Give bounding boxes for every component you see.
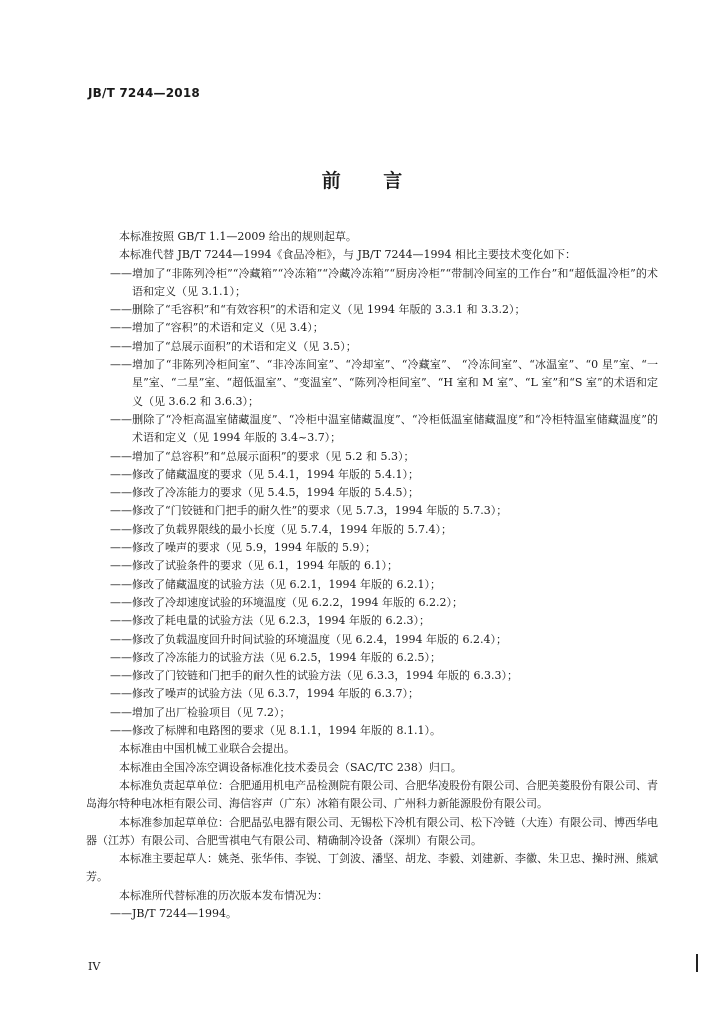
- change-item: ——增加了“容积”的术语和定义（见 3.4）；: [110, 321, 324, 335]
- change-item: ——增加了“总展示面积”的术语和定义（见 3.5）；: [110, 339, 357, 353]
- change-item: ——修改了储藏温度的要求（见 5.4.1，1994 年版的 5.4.1）；: [110, 467, 419, 481]
- replacement-paragraph: 本标准代替 JB/T 7244—1994《食品冷柜》，与 JB/T 7244—1994 相比主要技术变化如下：: [119, 248, 577, 262]
- change-item: ——修改了负载温度回升时间试验的环境温度（见 6.2.4，1994 年版的 6.2.4）；: [110, 632, 507, 646]
- change-item: ——增加了“非陈列冷柜间室”、“非冷冻间室”、“冷却室”、“冷藏室”、 “冷冻间室”、“冰温室”、“0 星”室、“一星”室、“二星”室、“超低温室”、“变温室”、“陈列冷柜间室”、“H 室和 M 室”、“L 室”和“S 室”的术语和定义（见 3.6.2 和 3.6.3）；: [110, 358, 658, 408]
- foreword-body: [86, 228, 658, 923]
- change-item: ——修改了门铰链和门把手的耐久性的试验方法（见 6.3.3，1994 年版的 6.3.3）；: [110, 669, 518, 683]
- change-item: ——修改了噪声的试验方法（见 6.3.7，1994 年版的 6.3.7）；: [110, 687, 419, 701]
- change-item: ——修改了冷冻能力的试验方法（见 6.2.5，1994 年版的 6.2.5）；: [110, 650, 441, 664]
- change-item: ——修改了冷冻能力的要求（见 5.4.5，1994 年版的 5.4.5）；: [110, 486, 419, 500]
- change-item: ——修改了冷却速度试验的环境温度（见 6.2.2，1994 年版的 6.2.2）；: [110, 595, 463, 609]
- participating-units-paragraph: 本标准参加起草单位：合肥晶弘电器有限公司、无锡松下冷机有限公司、松下冷链（大连）有限公司、博西华电器（江苏）有限公司、合肥雪祺电气有限公司、精确制冷设备（深圳）有限公司。: [86, 815, 658, 847]
- change-item: ——增加了出厂检验项目（见 7.2）；: [110, 705, 291, 719]
- change-item: ——修改了噪声的要求（见 5.9，1994 年版的 5.9）；: [110, 541, 376, 555]
- drafting-rule-paragraph: 本标准按照 GB/T 1.1—2009 给出的规则起草。: [119, 230, 357, 243]
- change-item: ——删除了“冷柜高温室储藏温度”、“冷柜中温室储藏温度”、“冷柜低温室储藏温度”和“冷柜特温室储藏温度”的术语和定义（见 1994 年版的 3.4~3.7）；: [110, 412, 658, 445]
- change-item: ——修改了“门铰链和门把手的耐久性”的要求（见 5.7.3，1994 年版的 5.7.3）；: [110, 504, 508, 518]
- standard-code: JB/T 7244—2018: [88, 86, 200, 100]
- change-item: ——修改了标牌和电路图的要求（见 8.1.1，1994 年版的 8.1.1）。: [110, 724, 441, 738]
- change-item: ——增加了“总容积”和“总展示面积”的要求（见 5.2 和 5.3）；: [110, 449, 415, 463]
- change-item: ——修改了负载界限线的最小长度（见 5.7.4，1994 年版的 5.7.4）；: [110, 522, 452, 536]
- page-number: IV: [88, 960, 101, 973]
- change-item: ——修改了耗电量的试验方法（见 6.2.3，1994 年版的 6.2.3）；: [110, 614, 430, 628]
- change-item: ——修改了试验条件的要求（见 6.1，1994 年版的 6.1）；: [110, 559, 398, 573]
- page-edge-mark: [696, 954, 698, 972]
- change-item: ——增加了“非陈列冷柜”“冷藏箱”“冷冻箱”“冷藏冷冻箱”“厨房冷柜”“带制冷间室的工作台”和“超低温冷柜”的术语和定义（见 3.1.1）；: [110, 266, 658, 298]
- drafters-paragraph: 本标准主要起草人：姚尧、张华伟、李锐、丁剑波、潘坚、胡龙、李毅、刘建新、李徽、朱卫忠、操时洲、熊斌芳。: [86, 852, 658, 884]
- change-item: ——修改了储藏温度的试验方法（见 6.2.1，1994 年版的 6.2.1）；: [110, 577, 441, 591]
- change-item: ——删除了“毛容积”和“有效容积”的术语和定义（见 1994 年版的 3.3.1 和 3.3.2）；: [110, 303, 526, 317]
- responsible-units-paragraph: 本标准负责起草单位：合肥通用机电产品检测院有限公司、合肥华凌股份有限公司、合肥美菱股份有限公司、青岛海尔特种电冰柜有限公司、海信容声（广东）冰箱有限公司、广州科力新能源股份有限公司。: [86, 778, 658, 811]
- history-intro-paragraph: 本标准所代替标准的历次版本发布情况为：: [119, 888, 328, 902]
- managed-by-paragraph: 本标准由全国冷冻空调设备标准化技术委员会（SAC/TC 238）归口。: [119, 760, 462, 774]
- history-item: ——JB/T 7244—1994。: [110, 906, 238, 920]
- proposed-by-paragraph: 本标准由中国机械工业联合会提出。: [119, 742, 295, 756]
- page-title: 前 言: [321, 170, 421, 192]
